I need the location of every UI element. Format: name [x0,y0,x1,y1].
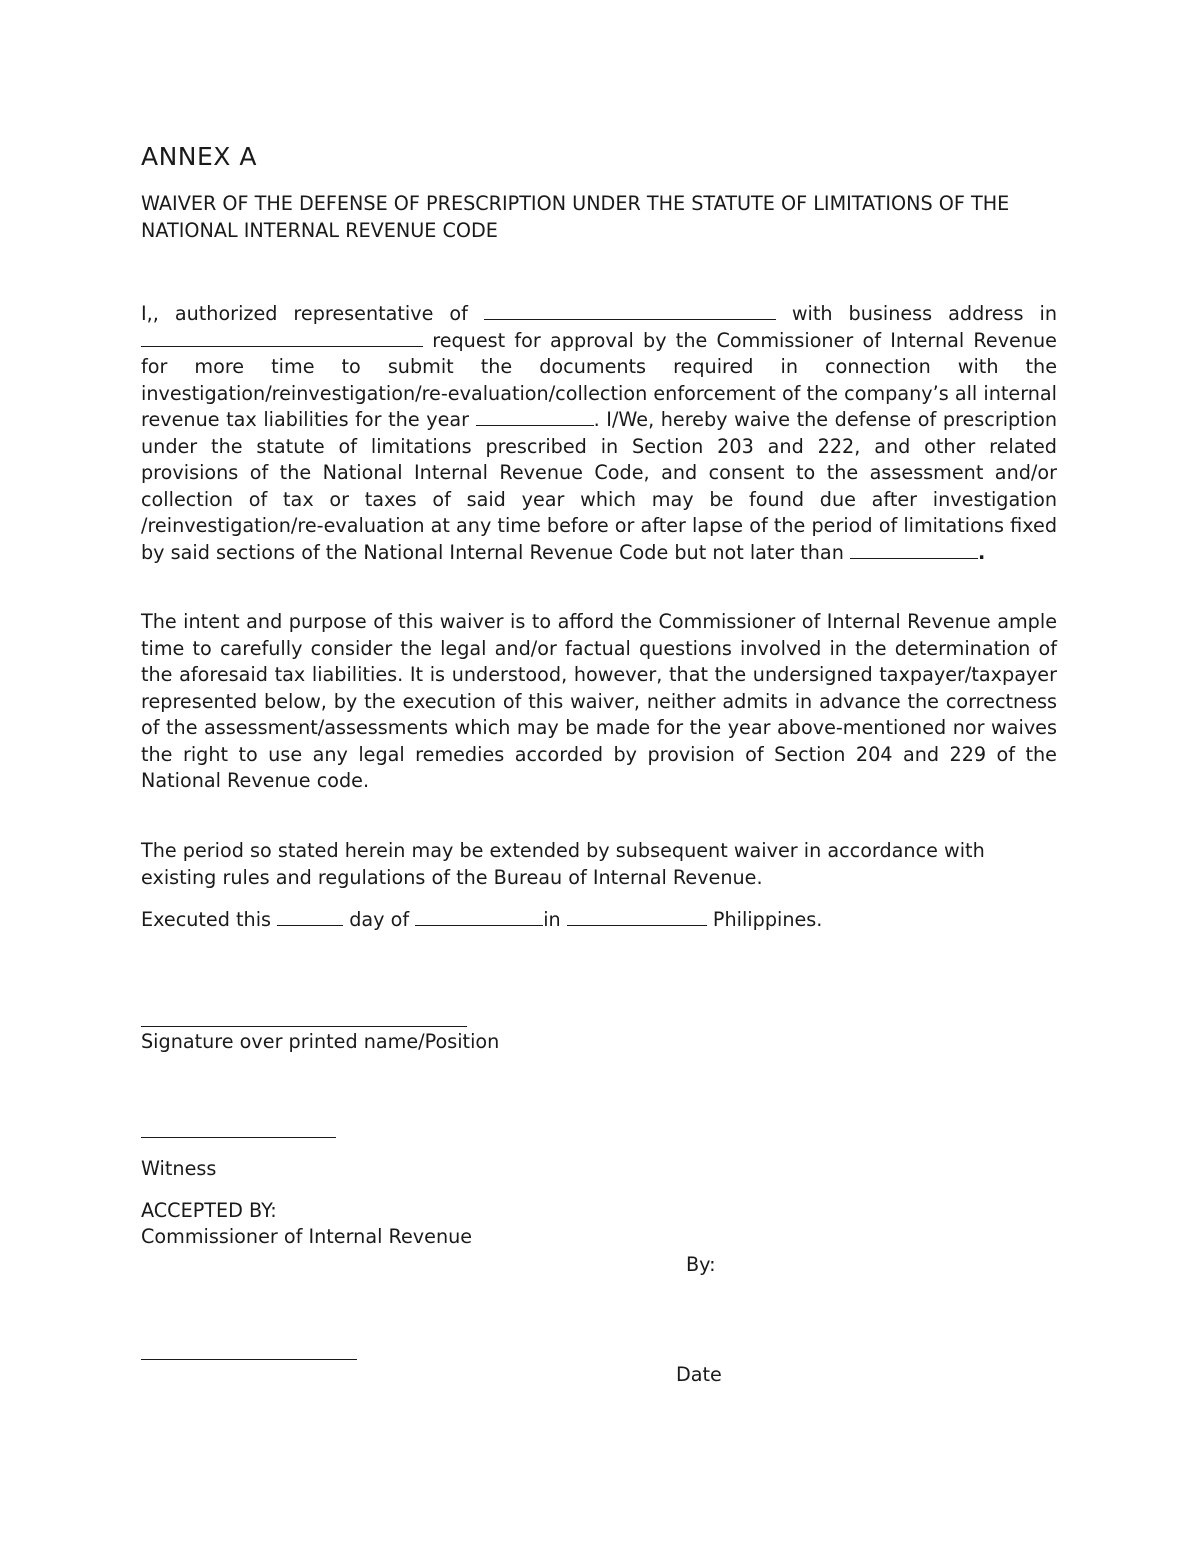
paragraph-waiver-body [141,301,1057,566]
document-heading: WAIVER OF THE DEFENSE OF PRESCRIPTION UNDER THE STATUTE OF LIMITATIONS OF THE NATIONAL INTERNAL REVENUE CODE [141,192,1010,242]
executed-place-blank[interactable] [567,907,707,926]
paragraph-text: request for approval by the Commissioner of Internal Revenue for more time to submit the documents required in connection with the investigation/reinvestigation/re-evaluation/collection enforcement of the company’s all internal revenue tax liabilities for the year [141,328,1057,431]
commissioner-label: Commissioner of Internal Revenue [141,1225,473,1248]
paragraph-text: I,, authorized representative of [141,302,484,325]
paragraph-text: with business address in [775,302,1057,325]
company-name-blank[interactable] [484,301,776,320]
executed-day-blank[interactable] [277,907,343,926]
executed-line [141,907,1057,934]
signature-line[interactable] [141,1026,467,1027]
executed-month-blank[interactable] [415,907,543,926]
accepted-by-label: ACCEPTED BY: [141,1199,277,1222]
date-label: Date [676,1363,722,1386]
paragraph-extension: The period so stated herein may be extended by subsequent waiver in accordance with existing rules and regulations of the Bureau of Internal Revenue. [141,839,985,889]
paragraph-text: . I/We, hereby waive the defense of prescription under the statute of limitations prescribed in Section 203 and 222, and other related provisions of the National Internal Revenue Code, and consent to the assessment and/or collection of tax or taxes of said year which may be found due after investigation /reinvestigation/re-evaluation at any time before or after lapse of the period of limitations fixed by said sections of the National Internal Revenue Code but not later than [141,408,1057,564]
executed-text: Executed this [141,908,278,931]
tax-year-blank[interactable] [476,407,594,426]
acceptance-signature-line[interactable] [141,1359,357,1360]
witness-label: Witness [141,1157,217,1180]
paragraph-intent: The intent and purpose of this waiver is to afford the Commissioner of Internal Revenue ample time to carefully consider the legal and/or factual questions involved in the determination of the aforesaid tax liabilities. It is understood, however, that the undersigned taxpayer/taxpayer represented below, by the execution of this waiver, neither admits in advance the correctness of the assessment/assessments which may be made for the year above-mentioned nor waives the right to use any legal remedies accorded by provision of Section 204 and 229 of the National Revenue code. [141,610,1057,792]
business-address-blank[interactable] [141,328,423,347]
signature-label: Signature over printed name/Position [141,1030,500,1053]
paragraph-text: . [977,540,986,564]
by-label: By: [686,1253,716,1276]
annex-title: ANNEX A [141,142,257,171]
expiry-date-blank[interactable] [850,540,978,559]
executed-text: in [543,908,567,931]
executed-text: Philippines. [706,908,823,931]
witness-signature-line[interactable] [141,1137,336,1138]
executed-text: day of [343,908,416,931]
